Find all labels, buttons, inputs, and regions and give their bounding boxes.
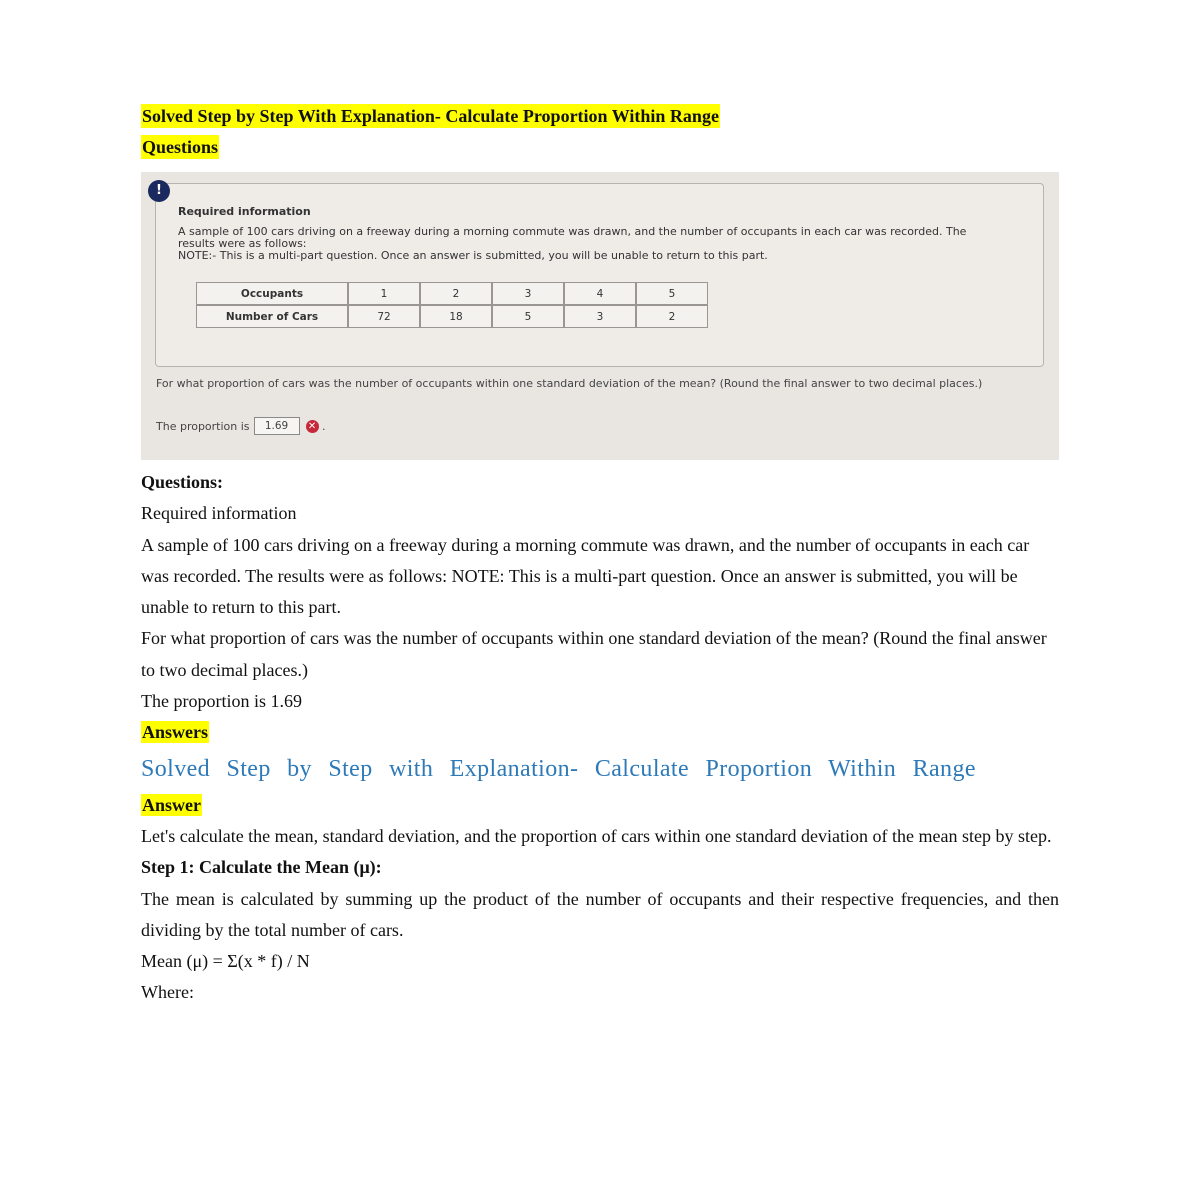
content-body [141,467,1059,1009]
table-cell: 3 [492,282,564,305]
required-info-line: Required information [141,503,297,524]
title-line [141,104,1059,135]
answer-input[interactable]: 1.69 [254,417,300,435]
answer-label: Answer [142,794,201,815]
question-prompt: For what proportion of cars was the number of occupants within one standard deviation of the mean? (Round the final answer to two decimal places.) [156,377,983,390]
answers-line [141,717,1059,748]
answer-period: . [318,419,326,433]
table-row [196,305,708,328]
wrong-x-icon: ✕ [306,420,319,433]
table-cell: 4 [564,282,636,305]
document-page [141,104,1059,1009]
table-row [196,282,708,305]
solution-heading: Solved Step by Step with Explanation- Calculate Proportion Within Range [141,755,976,782]
required-info-note: NOTE:- This is a multi-part question. Once an answer is submitted, you will be unable to return to this part. [178,249,768,262]
step1-heading: Step 1: Calculate the Mean (μ): [141,857,382,878]
answers-label: Answers [142,722,208,743]
answer-line [141,790,1059,821]
table-row-label: Occupants [196,282,348,305]
table-cell: 3 [564,305,636,328]
table-cell: 72 [348,305,420,328]
required-info-text: A sample of 100 cars driving on a freeway during a morning commute was drawn, and the number of occupants in each car was recorded. The results were as follows: [178,225,967,250]
table-cell: 2 [636,305,708,328]
answer-prefix: The proportion is [156,419,250,433]
questions-heading: Questions: [141,472,224,492]
questions-line [141,135,1059,166]
where-label: Where: [141,982,194,1003]
table-cell: 18 [420,305,492,328]
questions-label: Questions [142,137,219,157]
question-paragraph-2: For what proportion of cars was the number of occupants within one standard deviation of the mean? (Round the final answer to two decimal places.) [141,628,1047,680]
required-info-title: Required information [178,205,311,218]
document-title: Solved Step by Step With Explanation- Calculate Proportion Within Range [142,106,719,126]
table-cell: 2 [420,282,492,305]
alert-icon: ! [148,180,170,202]
table-cell: 1 [348,282,420,305]
intro-paragraph: Let's calculate the mean, standard deviation, and the proportion of cars within one standard deviation of the mean step by step. [141,825,1052,846]
question-paragraph: A sample of 100 cars driving on a freeway during a morning commute was drawn, and the number of occupants in each car was recorded. The results were as follows: NOTE: This is a multi-part question. Once an answer is submitted, you will be unable to return to this part. [141,534,1030,618]
answer-row [156,417,326,435]
required-info-body [178,226,998,262]
table-cell: 5 [492,305,564,328]
mean-formula: Mean (μ) = Σ(x * f) / N [141,951,310,972]
table-cell: 5 [636,282,708,305]
table-row-label: Number of Cars [196,305,348,328]
question-screenshot [141,172,1059,460]
proportion-line: The proportion is 1.69 [141,691,302,712]
step1-paragraph: The mean is calculated by summing up the product of the number of occupants and their respective frequencies, and then dividing by the total number of cars. [141,888,1059,940]
occupants-table [196,282,708,328]
